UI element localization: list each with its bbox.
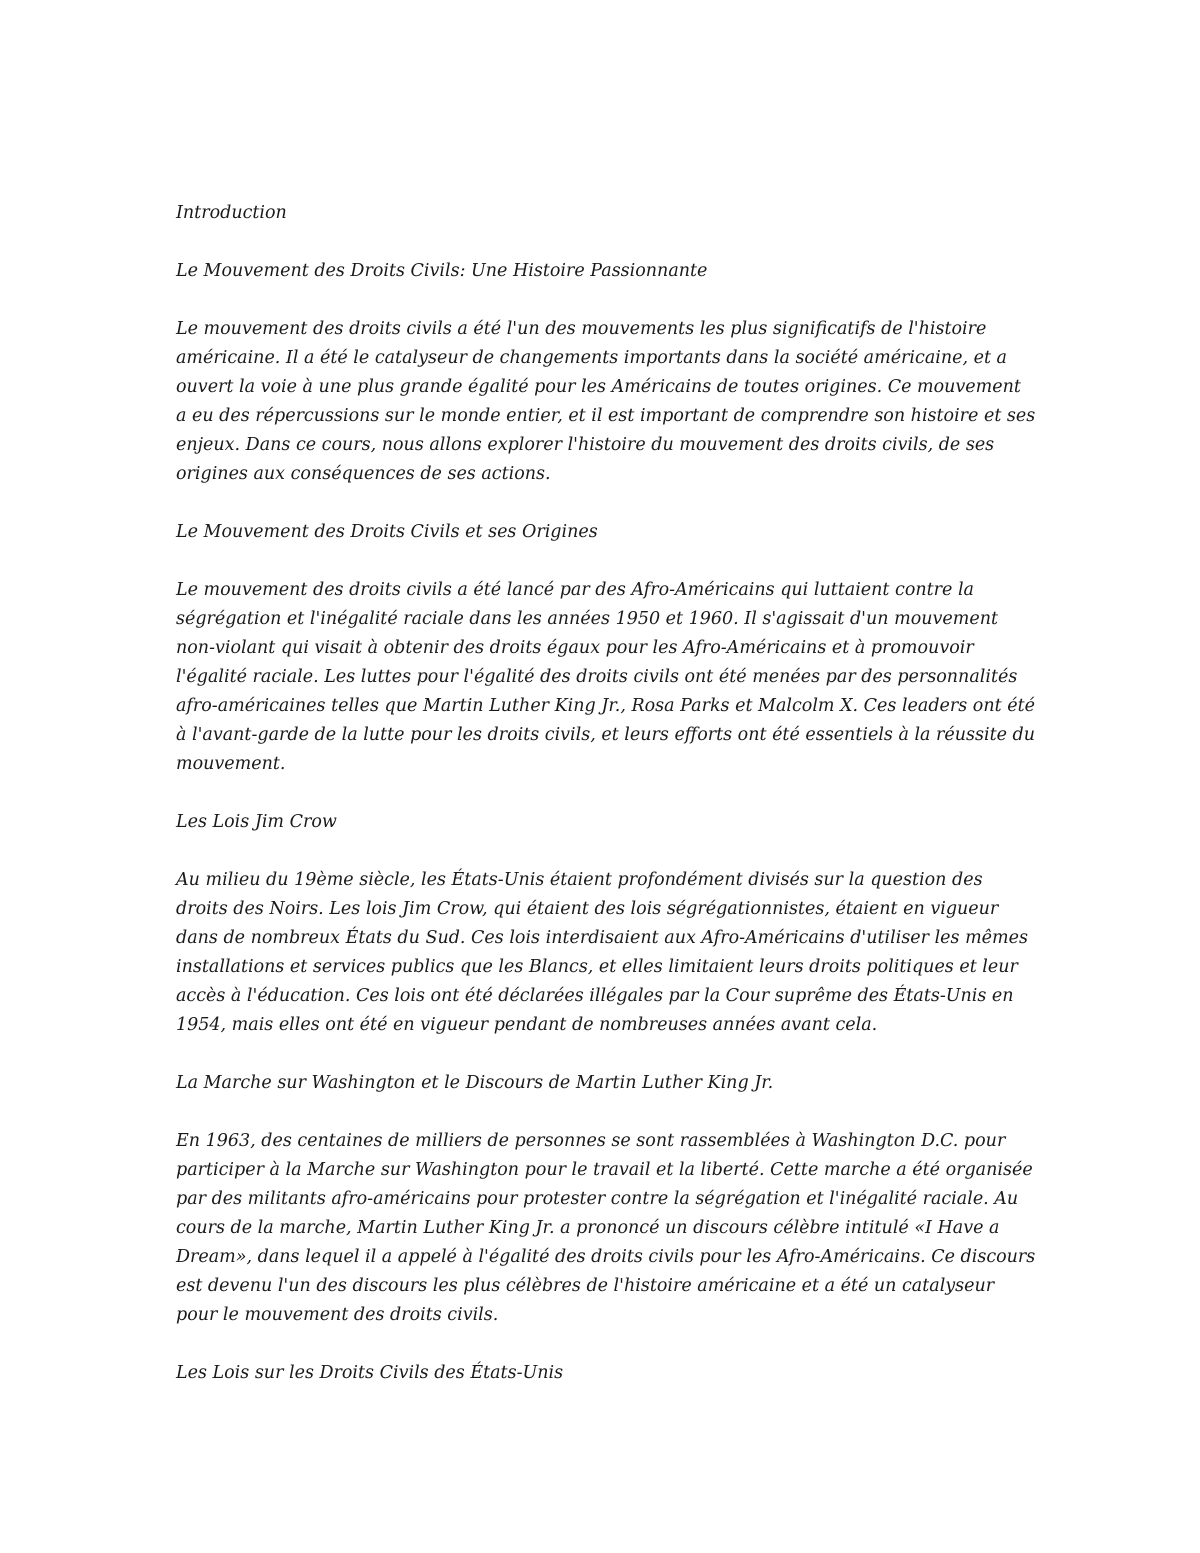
paragraph-intro: Le mouvement des droits civils a été l'un des mouvements les plus significatifs de l'histoire américaine. Il a été le catalyseur de changements importants dans la société américaine, et a ouvert la voie à une plus grande égalité pour les Américains de toutes origines. Ce mouvement a eu des répercussions sur le monde entier, et il est important de comprendre son histoire et ses enjeux. Dans ce cours, nous allons explorer l'histoire du mouvement des droits civils, de ses origines aux conséquences de ses actions. — [176, 319, 1036, 484]
heading-origins: Le Mouvement des Droits Civils et ses Origines — [176, 522, 598, 542]
heading-march-washington: La Marche sur Washington et le Discours de Martin Luther King Jr. — [176, 1073, 774, 1093]
paragraph-march-washington: En 1963, des centaines de milliers de personnes se sont rassemblées à Washington D.C. pour participer à la Marche sur Washington pour le travail et la liberté. Cette marche a été organisée par des militants afro-américains pour protester contre la ségrégation et l'inégalité raciale. Au cours de la marche, Martin Luther King Jr. a prononcé un discours célèbre intitulé «I Have a Dream», dans lequel il a appelé à l'égalité des droits civils pour les Afro-Américains. Ce discours est devenu l'un des discours les plus célèbres de l'histoire américaine et a été un catalyseur pour le mouvement des droits civils. — [176, 1131, 1036, 1325]
heading-main-title: Le Mouvement des Droits Civils: Une Histoire Passionnante — [176, 261, 708, 281]
heading-introduction: Introduction — [176, 203, 287, 223]
paragraph-jim-crow: Au milieu du 19ème siècle, les États-Unis étaient profondément divisés sur la question des droits des Noirs. Les lois Jim Crow, qui étaient des lois ségrégationnistes, étaient en vigueur dans de nombreux États du Sud. Ces lois interdisaient aux Afro-Américains d'utiliser les mêmes installations et services publics que les Blancs, et elles limitaient leurs droits politiques et leur accès à l'éducation. Ces lois ont été déclarées illégales par la Cour suprême des États-Unis en 1954, mais elles ont été en vigueur pendant de nombreuses années avant cela. — [176, 870, 1028, 1035]
document-body — [176, 199, 1036, 1417]
paragraph-origins: Le mouvement des droits civils a été lancé par des Afro-Américains qui luttaient contre la ségrégation et l'inégalité raciale dans les années 1950 et 1960. Il s'agissait d'un mouvement non-violant qui visait à obtenir des droits égaux pour les Afro-Américains et à promouvoir l'égalité raciale. Les luttes pour l'égalité des droits civils ont été menées par des personnalités afro-américaines telles que Martin Luther King Jr., Rosa Parks et Malcolm X. Ces leaders ont été à l'avant-garde de la lutte pour les droits civils, et leurs efforts ont été essentiels à la réussite du mouvement. — [176, 580, 1036, 774]
heading-civil-rights-laws: Les Lois sur les Droits Civils des États-Unis — [176, 1363, 564, 1383]
heading-jim-crow: Les Lois Jim Crow — [176, 812, 337, 832]
